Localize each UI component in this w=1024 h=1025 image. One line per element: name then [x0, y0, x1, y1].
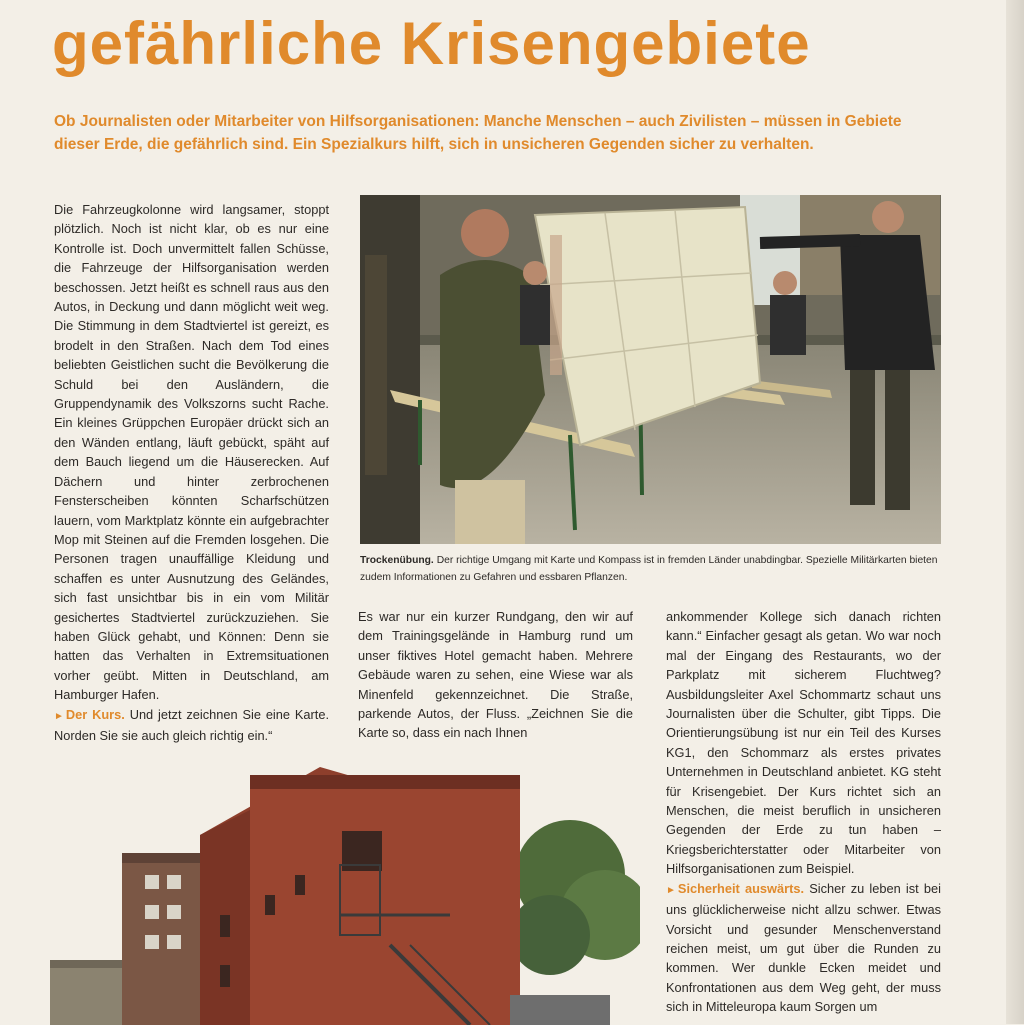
column-3-paragraph-2 [666, 879, 941, 1017]
map-training-illustration [360, 195, 941, 544]
column-3 [666, 607, 941, 1017]
column-2 [358, 607, 633, 743]
caption-lead: Trockenübung. [360, 555, 434, 566]
column-3-paragraph: ankommender Kollege sich danach richten kann.“ Einfacher gesagt als getan. Wo war noch mal der Eingang des Restaurants, wo der Parkplatz mit sicherem Fluchtweg? Ausbildungsleiter Axel Schommartz schaut uns Journalisten über die Schulter, gibt Tipps. Die Orientierungsübung ist nur ein Teil des Kurses KG1, den Schommarz als erstes privates Unternehmen in Deutschland anbietet. KG steht für Krisengebiet. Der Kurs richtet sich an Menschen, die meist beruflich in unsicheren Gegenden der Erde zu tun haben – Kriegsberichterstatter oder Mitarbeiter von Hilfsorganisationen zum Beispiel. [666, 609, 941, 877]
column-1-paragraph-2-text: Und jetzt zeichnen Sie eine Karte. Norden Sie sie auch gleich richtig ein.“ [54, 706, 330, 743]
page-edge [1006, 0, 1024, 1024]
triangle-marker-icon: ► [666, 884, 676, 896]
brick-building-photo [50, 765, 640, 1025]
photo-caption [360, 552, 941, 586]
column-3-paragraph-2-text: Sicher zu leben ist bei uns glücklicherweise nicht allzu schwer. Etwas Vorsicht und gesunder Menschenverstand reichen meist, um gut über die Runden zu kommen. Wer dunkle Ecken meidet und Konfrontationen aus dem Weg geht, der muss sich in Mitteleuropa kaum Sorgen um [666, 880, 941, 1015]
column-1-paragraph-2 [54, 705, 329, 746]
caption-text: Der richtige Umgang mit Karte und Kompass ist in fremden Länder unabdingbar. Spezielle Militärkarten bieten zudem Informationen zu Gefahren und essbaren Pflanzen. [360, 555, 938, 583]
triangle-marker-icon: ► [54, 710, 64, 722]
brick-building-illustration [50, 765, 640, 1025]
column-2-paragraph: Es war nur ein kurzer Rundgang, den wir auf dem Trainingsgelände in Hamburg rund um unser fiktives Hotel gemacht haben. Mehrere Gebäude waren zu sehen, eine Wiese war als Minenfeld gekennzeichnet. Die Straße, parkende Autos, der Fluss. „Zeichnen Sie die Karte so, dass ein nach Ihnen [358, 609, 633, 741]
map-training-photo [360, 195, 941, 544]
headline: gefährliche Krisengebiete [52, 10, 811, 77]
subhead-sicherheit-auswaerts: Sicherheit auswärts. [677, 880, 805, 896]
column-1-paragraph: Die Fahrzeugkolonne wird langsamer, stoppt plötzlich. Noch ist nicht klar, ob es nur eine Kontrolle ist. Doch unvermittelt fallen Schüsse, die Fahrzeuge der Hilfsorganisation werden beschossen. Jetzt heißt es schnell raus aus den Autos, in Deckung und dann möglicht weit weg. Die Stimmung in dem Stadtviertel ist gereizt, es brodelt in den Straßen. Nach dem Tod eines beliebten Geistlichen sucht die Bevölkerung die Schuld bei den Ausländern, die Gruppendynamik des Volkszorns sucht Rache. Ein kleines Grüppchen Europäer drückt sich an den Wänden entlang, läuft gebückt, späht auf dem Bauch liegend um die Häuserecken. Auf Dächern und hinter zerbrochenen Fensterscheiben könnten Scharfschützen lauern, vom Marktplatz könnte ein aufgebrachter Mop mit Steinen auf die Fremden losgehen. Die Personen tragen unauffällige Kleidung und schaffen es unter Ausnutzung des Geländes, sich fast unsichtbar bis in ein vom Militär gesichertes Stadtviertel zurückzuziehen. Sie haben Glück gehabt, und Können: Denn sie hatten das Verhalten in Extremsituationen vorher geübt. Mitten in Deutschland, am Hamburger Hafen. [54, 202, 329, 703]
column-1 [54, 200, 329, 745]
subhead-der-kurs: Der Kurs. [65, 706, 125, 722]
lead-paragraph: Ob Journalisten oder Mitarbeiter von Hilfsorganisationen: Manche Menschen – auch Zivilisten – müssen in Gebiete dieser Erde, die gefährlich sind. Ein Spezialkurs hilft, sich in unsicheren Gegenden sicher zu verhalten. [54, 113, 902, 153]
